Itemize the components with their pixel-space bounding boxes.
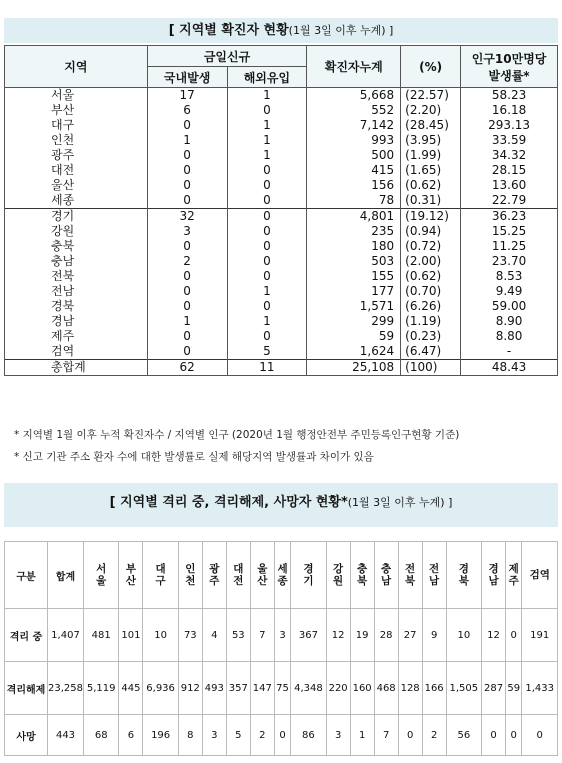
domestic-cell: 0 [147, 284, 227, 299]
row-label: 사망 [5, 715, 48, 756]
rate-cell: 28.15 [461, 163, 558, 178]
table-row [5, 163, 558, 178]
region-cell: 부산 [5, 103, 148, 118]
percent-cell: (0.72) [401, 239, 461, 254]
cumulative-cell: 5,668 [307, 88, 401, 104]
value-cell: 6 [119, 715, 143, 756]
header-region-9: 강 원 [326, 542, 350, 609]
cumulative-cell: 415 [307, 163, 401, 178]
value-cell: 6,936 [143, 662, 178, 715]
overseas-cell: 5 [227, 344, 307, 360]
value-cell: 493 [202, 662, 226, 715]
rate-cell: 23.70 [461, 254, 558, 269]
domestic-cell: 3 [147, 224, 227, 239]
value-cell: 1,505 [446, 662, 481, 715]
table-row [5, 609, 558, 662]
domestic-cell: 0 [147, 344, 227, 360]
overseas-cell: 1 [227, 148, 307, 163]
value-cell: 2 [250, 715, 274, 756]
rate-cell: 16.18 [461, 103, 558, 118]
table-row [5, 224, 558, 239]
table-row [5, 239, 558, 254]
percent-cell: (0.94) [401, 224, 461, 239]
domestic-cell: 2 [147, 254, 227, 269]
cumulative-cell: 156 [307, 178, 401, 193]
domestic-cell: 0 [147, 239, 227, 254]
domestic-cell: 1 [147, 133, 227, 148]
cumulative-cell: 177 [307, 284, 401, 299]
header-cumulative: 확진자누계 [307, 46, 401, 88]
rate-cell: 293.13 [461, 118, 558, 133]
header-region: 지역 [5, 46, 148, 88]
value-cell: 10 [143, 609, 178, 662]
overseas-cell: 0 [227, 178, 307, 193]
cumulative-cell: 1,624 [307, 344, 401, 360]
value-cell: 481 [84, 609, 119, 662]
cumulative-cell: 235 [307, 224, 401, 239]
percent-cell: (19.12) [401, 209, 461, 225]
table-row [5, 314, 558, 329]
region-cell: 검역 [5, 344, 148, 360]
value-cell: 1,433 [522, 662, 558, 715]
domestic-cell: 0 [147, 118, 227, 133]
overseas-cell: 0 [227, 269, 307, 284]
percent-cell: (1.65) [401, 163, 461, 178]
overseas-cell: 0 [227, 163, 307, 178]
footnote-1: * 지역별 1월 이후 누적 확진자수 / 지역별 인구 (2020년 1월 행정안전부 주민등록인구현황 기준) [14, 429, 460, 441]
overseas-cell: 1 [227, 88, 307, 104]
value-cell: 56 [446, 715, 481, 756]
region-cell: 경북 [5, 299, 148, 314]
value-cell: 12 [326, 609, 350, 662]
rate-cell: 58.23 [461, 88, 558, 104]
value-cell: 8 [178, 715, 202, 756]
region-cell: 전남 [5, 284, 148, 299]
overseas-cell: 0 [227, 103, 307, 118]
domestic-cell: 32 [147, 209, 227, 225]
section1-title-banner [4, 18, 558, 43]
region-cell: 충북 [5, 239, 148, 254]
value-cell: 0 [274, 715, 290, 756]
value-cell: 468 [374, 662, 398, 715]
section2-title: [ 지역별 격리 중, 격리해제, 사망자 현황* [109, 495, 348, 510]
cumulative-cell: 552 [307, 103, 401, 118]
table-row [5, 178, 558, 193]
table-row [5, 133, 558, 148]
isolation-status-table [4, 541, 558, 756]
table-row [5, 209, 558, 225]
value-cell: 27 [398, 609, 422, 662]
overseas-cell: 0 [227, 254, 307, 269]
value-cell: 196 [143, 715, 178, 756]
value-cell: 147 [250, 662, 274, 715]
value-cell: 12 [482, 609, 506, 662]
row-label: 격리 중 [5, 609, 48, 662]
value-cell: 86 [291, 715, 326, 756]
row-total: 23,258 [48, 662, 84, 715]
header-region-3: 인 천 [178, 542, 202, 609]
region-cell: 인천 [5, 133, 148, 148]
value-cell: 1 [350, 715, 374, 756]
rate-cell: 22.79 [461, 193, 558, 209]
rate-cell: 8.80 [461, 329, 558, 344]
table-row [5, 88, 558, 104]
cumulative-cell: 503 [307, 254, 401, 269]
overseas-cell: 1 [227, 118, 307, 133]
row-label: 격리해제 [5, 662, 48, 715]
value-cell: 5,119 [84, 662, 119, 715]
table-row [5, 662, 558, 715]
percent-cell: (28.45) [401, 118, 461, 133]
percent-cell: (0.31) [401, 193, 461, 209]
header-region-5: 대 전 [226, 542, 250, 609]
value-cell: 68 [84, 715, 119, 756]
header-region-17: 검역 [522, 542, 558, 609]
value-cell: 220 [326, 662, 350, 715]
header-overseas: 해외유입 [227, 67, 307, 88]
percent-cell: (100) [401, 360, 461, 376]
domestic-cell: 1 [147, 314, 227, 329]
section1-title: [ 지역별 확진자 현황 [168, 23, 289, 38]
domestic-cell: 0 [147, 269, 227, 284]
percent-cell: (2.00) [401, 254, 461, 269]
region-cell: 총합계 [5, 360, 148, 376]
value-cell: 4 [202, 609, 226, 662]
percent-cell: (1.99) [401, 148, 461, 163]
value-cell: 101 [119, 609, 143, 662]
footnote-2: * 신고 기관 주소 환자 수에 대한 발생률로 실제 해당지역 발생률과 차이가 있음 [14, 451, 374, 463]
header-region-7: 세 종 [274, 542, 290, 609]
region-cell: 대전 [5, 163, 148, 178]
value-cell: 19 [350, 609, 374, 662]
value-cell: 9 [422, 609, 446, 662]
row-total: 443 [48, 715, 84, 756]
rate-cell: 11.25 [461, 239, 558, 254]
table-row [5, 254, 558, 269]
percent-cell: (2.20) [401, 103, 461, 118]
percent-cell: (6.47) [401, 344, 461, 360]
region-cell: 광주 [5, 148, 148, 163]
value-cell: 0 [506, 715, 522, 756]
rate-cell: 13.60 [461, 178, 558, 193]
domestic-cell: 0 [147, 178, 227, 193]
percent-cell: (3.95) [401, 133, 461, 148]
header-region-15: 경 남 [482, 542, 506, 609]
header-region-11: 충 남 [374, 542, 398, 609]
header-region-8: 경 기 [291, 542, 326, 609]
value-cell: 0 [506, 609, 522, 662]
table-row [5, 360, 558, 376]
value-cell: 0 [398, 715, 422, 756]
domestic-cell: 17 [147, 88, 227, 104]
value-cell: 28 [374, 609, 398, 662]
header-region-0: 서 울 [84, 542, 119, 609]
domestic-cell: 62 [147, 360, 227, 376]
domestic-cell: 0 [147, 148, 227, 163]
domestic-cell: 0 [147, 329, 227, 344]
header-today-new: 금일신규 [147, 46, 307, 67]
value-cell: 0 [522, 715, 558, 756]
value-cell: 3 [274, 609, 290, 662]
value-cell: 128 [398, 662, 422, 715]
header-region-10: 충 북 [350, 542, 374, 609]
cumulative-cell: 1,571 [307, 299, 401, 314]
region-cell: 충남 [5, 254, 148, 269]
value-cell: 367 [291, 609, 326, 662]
value-cell: 912 [178, 662, 202, 715]
domestic-cell: 0 [147, 193, 227, 209]
table-row [5, 715, 558, 756]
rate-cell: - [461, 344, 558, 360]
header-region-12: 전 북 [398, 542, 422, 609]
header-total: 합계 [48, 542, 84, 609]
value-cell: 5 [226, 715, 250, 756]
value-cell: 191 [522, 609, 558, 662]
value-cell: 75 [274, 662, 290, 715]
table-row [5, 299, 558, 314]
overseas-cell: 1 [227, 314, 307, 329]
percent-cell: (0.62) [401, 269, 461, 284]
rate-cell: 8.90 [461, 314, 558, 329]
value-cell: 73 [178, 609, 202, 662]
region-cell: 울산 [5, 178, 148, 193]
confirmed-cases-table [4, 45, 558, 376]
cumulative-cell: 25,108 [307, 360, 401, 376]
header-region-4: 광 주 [202, 542, 226, 609]
header-rate-bottom: 발생률* [488, 68, 530, 83]
rate-cell: 9.49 [461, 284, 558, 299]
percent-cell: (0.23) [401, 329, 461, 344]
overseas-cell: 1 [227, 284, 307, 299]
header-region-6: 울 산 [250, 542, 274, 609]
row-total: 1,407 [48, 609, 84, 662]
value-cell: 2 [422, 715, 446, 756]
cumulative-cell: 78 [307, 193, 401, 209]
overseas-cell: 11 [227, 360, 307, 376]
value-cell: 166 [422, 662, 446, 715]
overseas-cell: 0 [227, 209, 307, 225]
value-cell: 4,348 [291, 662, 326, 715]
section2-subtitle: (1월 3일 이후 누계) ] [347, 496, 453, 509]
cumulative-cell: 500 [307, 148, 401, 163]
value-cell: 59 [506, 662, 522, 715]
overseas-cell: 0 [227, 299, 307, 314]
overseas-cell: 1 [227, 133, 307, 148]
rate-cell: 59.00 [461, 299, 558, 314]
region-cell: 대구 [5, 118, 148, 133]
domestic-cell: 0 [147, 163, 227, 178]
header-region-16: 제 주 [506, 542, 522, 609]
region-cell: 세종 [5, 193, 148, 209]
region-cell: 강원 [5, 224, 148, 239]
header-domestic: 국내발생 [147, 67, 227, 88]
header-rate [461, 46, 558, 88]
cumulative-cell: 155 [307, 269, 401, 284]
value-cell: 10 [446, 609, 481, 662]
percent-cell: (0.62) [401, 178, 461, 193]
value-cell: 357 [226, 662, 250, 715]
section2-title-banner [4, 483, 558, 527]
value-cell: 160 [350, 662, 374, 715]
header-region-13: 전 남 [422, 542, 446, 609]
value-cell: 0 [482, 715, 506, 756]
value-cell: 445 [119, 662, 143, 715]
percent-cell: (1.19) [401, 314, 461, 329]
rate-cell: 34.32 [461, 148, 558, 163]
cumulative-cell: 7,142 [307, 118, 401, 133]
overseas-cell: 0 [227, 329, 307, 344]
table-row [5, 284, 558, 299]
table-row [5, 118, 558, 133]
region-cell: 서울 [5, 88, 148, 104]
header-region-1: 부 산 [119, 542, 143, 609]
value-cell: 7 [250, 609, 274, 662]
region-cell: 전북 [5, 269, 148, 284]
cumulative-cell: 59 [307, 329, 401, 344]
table-row [5, 344, 558, 360]
domestic-cell: 0 [147, 299, 227, 314]
table-row [5, 148, 558, 163]
table-row [5, 269, 558, 284]
value-cell: 7 [374, 715, 398, 756]
table-row [5, 329, 558, 344]
overseas-cell: 0 [227, 224, 307, 239]
rate-cell: 36.23 [461, 209, 558, 225]
region-cell: 경남 [5, 314, 148, 329]
rate-cell: 15.25 [461, 224, 558, 239]
domestic-cell: 6 [147, 103, 227, 118]
cumulative-cell: 299 [307, 314, 401, 329]
value-cell: 287 [482, 662, 506, 715]
region-cell: 경기 [5, 209, 148, 225]
header-rate-top: 인구10만명당 [471, 51, 547, 66]
header-region-2: 대 구 [143, 542, 178, 609]
section1-subtitle: (1월 3일 이후 누계) ] [288, 24, 394, 37]
overseas-cell: 0 [227, 239, 307, 254]
table-row [5, 103, 558, 118]
percent-cell: (0.70) [401, 284, 461, 299]
rate-cell: 8.53 [461, 269, 558, 284]
percent-cell: (6.26) [401, 299, 461, 314]
value-cell: 3 [202, 715, 226, 756]
header-category: 구분 [5, 542, 48, 609]
cumulative-cell: 993 [307, 133, 401, 148]
rate-cell: 48.43 [461, 360, 558, 376]
percent-cell: (22.57) [401, 88, 461, 104]
header-percent: (%) [401, 46, 461, 88]
cumulative-cell: 4,801 [307, 209, 401, 225]
cumulative-cell: 180 [307, 239, 401, 254]
value-cell: 3 [326, 715, 350, 756]
rate-cell: 33.59 [461, 133, 558, 148]
table-row [5, 193, 558, 209]
header-region-14: 경 북 [446, 542, 481, 609]
overseas-cell: 0 [227, 193, 307, 209]
value-cell: 53 [226, 609, 250, 662]
region-cell: 제주 [5, 329, 148, 344]
